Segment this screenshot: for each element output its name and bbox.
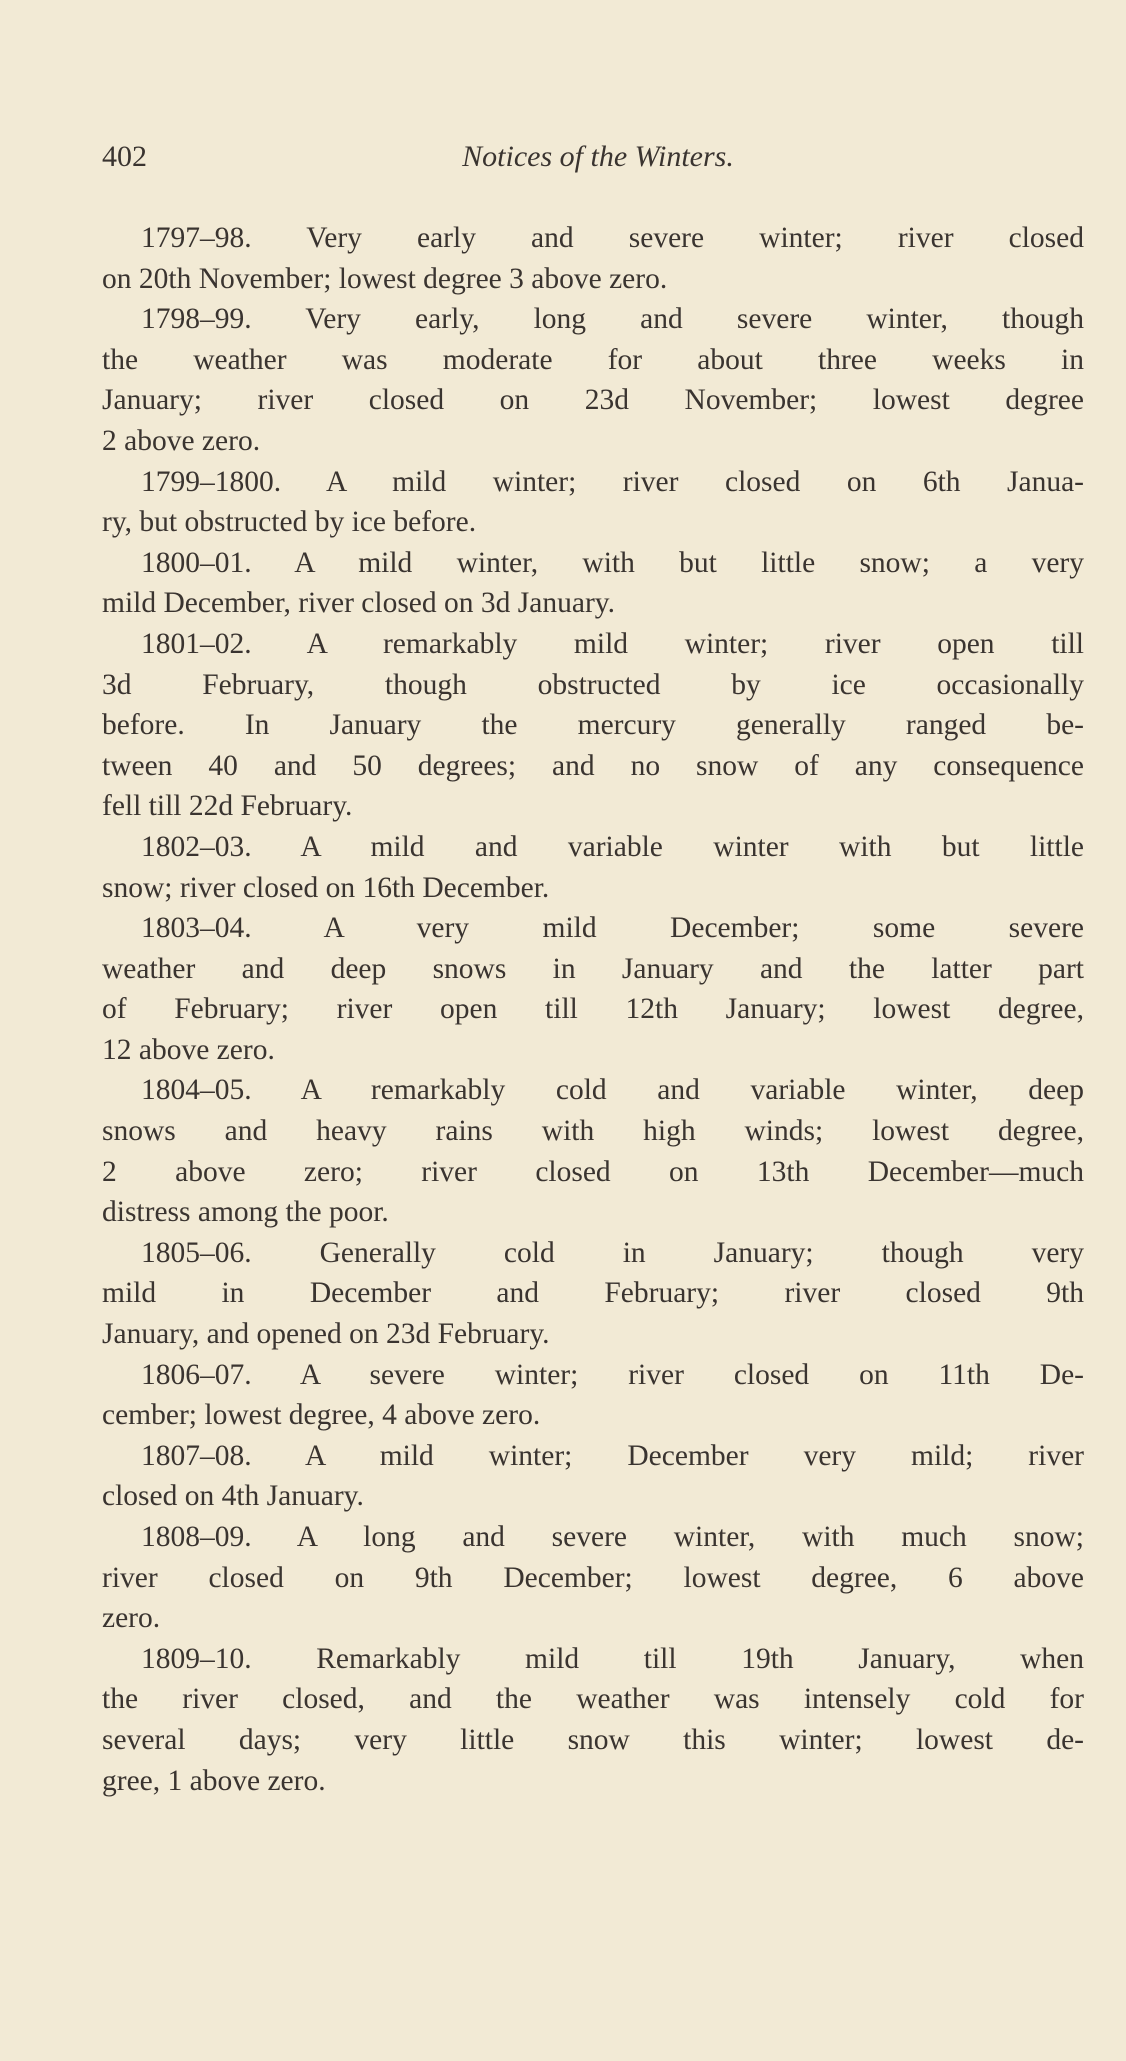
text-line: January; river closed on 23d November; lowest degree (102, 384, 1084, 417)
winter-entry (102, 1436, 1084, 1517)
text-line: ry, but obstructed by ice before. (102, 506, 477, 539)
text-line: 1801–02. A remarkably mild winter; river open till (141, 627, 1084, 660)
text-line: 2 above zero. (102, 424, 261, 457)
winter-entry (102, 624, 1084, 827)
winter-entry (102, 299, 1084, 461)
text-line: of February; river open till 12th January; lowest degree, (102, 993, 1084, 1026)
text-line: 1799–1800. A mild winter; river closed on 6th Janua- (141, 465, 1084, 498)
text-line: the river closed, and the weather was intensely cold for (102, 1683, 1084, 1716)
text-line: zero. (102, 1602, 161, 1635)
text-line: the weather was moderate for about three weeks in (102, 343, 1084, 376)
text-line: cember; lowest degree, 4 above zero. (102, 1399, 541, 1432)
page-body (102, 218, 1084, 1801)
text-line: 1803–04. A very mild December; some severe (141, 912, 1084, 945)
text-line: several days; very little snow this winter; lowest de- (102, 1723, 1084, 1756)
text-line: 1805–06. Generally cold in January; though very (141, 1236, 1084, 1269)
text-line: 1802–03. A mild and variable winter with but little (141, 830, 1084, 863)
text-line: snow; river closed on 16th December. (102, 871, 550, 904)
winter-entry (102, 543, 1084, 624)
text-line: 1807–08. A mild winter; December very mild; river (141, 1439, 1084, 1472)
winter-entry (102, 827, 1084, 908)
text-line: closed on 4th January. (102, 1480, 364, 1513)
text-line: fell till 22d February. (102, 790, 353, 823)
winter-entry (102, 908, 1084, 1070)
text-line: weather and deep snows in January and the latter part (102, 952, 1084, 985)
text-line: 1806–07. A severe winter; river closed on 11th De- (141, 1358, 1084, 1391)
text-line: river closed on 9th December; lowest degree, 6 above (102, 1561, 1084, 1594)
page-header (102, 140, 1084, 184)
text-line: mild December, river closed on 3d January. (102, 587, 615, 620)
page-number: 402 (102, 140, 147, 173)
text-line: mild in December and February; river closed 9th (102, 1277, 1084, 1310)
text-line: 1800–01. A mild winter, with but little snow; a very (141, 546, 1084, 579)
winter-entry (102, 1639, 1084, 1801)
text-line: 3d February, though obstructed by ice occasionally (102, 668, 1084, 701)
text-line: before. In January the mercury generally ranged be- (102, 709, 1084, 742)
winter-entry (102, 1233, 1084, 1355)
text-line: 1809–10. Remarkably mild till 19th January, when (141, 1642, 1084, 1675)
text-line: 1797–98. Very early and severe winter; river closed (141, 222, 1084, 254)
text-line: 12 above zero. (102, 1033, 275, 1066)
text-line: gree, 1 above zero. (102, 1764, 326, 1797)
winter-entry (102, 462, 1084, 543)
winter-entry (102, 1355, 1084, 1436)
winter-entry (102, 1517, 1084, 1639)
running-title: Notices of the Winters. (462, 140, 734, 173)
winter-entry (102, 218, 1084, 299)
text-line: January, and opened on 23d February. (102, 1318, 550, 1351)
text-line: 1798–99. Very early, long and severe winter, though (141, 303, 1084, 336)
winter-entry (102, 1070, 1084, 1232)
text-line: distress among the poor. (102, 1196, 389, 1229)
text-line: 1808–09. A long and severe winter, with much snow; (141, 1521, 1084, 1553)
text-line: snows and heavy rains with high winds; lowest degree, (102, 1115, 1084, 1148)
text-line: 2 above zero; river closed on 13th December—much (102, 1155, 1084, 1188)
text-line: tween 40 and 50 degrees; and no snow of any consequence (102, 749, 1084, 782)
text-line: 1804–05. A remarkably cold and variable winter, deep (141, 1074, 1084, 1107)
text-line: on 20th November; lowest degree 3 above zero. (102, 262, 668, 295)
